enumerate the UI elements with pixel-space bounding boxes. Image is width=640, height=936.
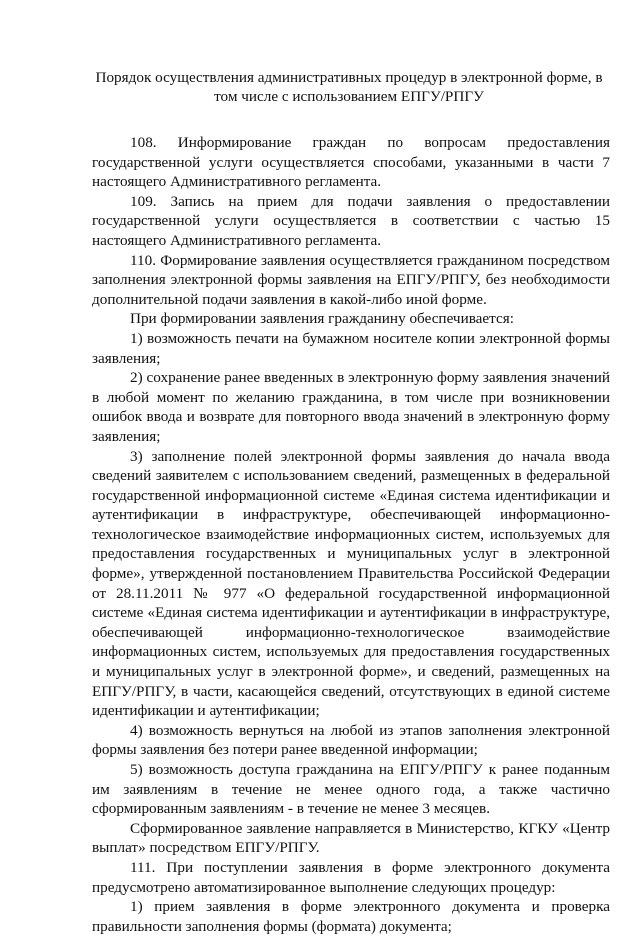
paragraph-111: 111. При поступлении заявления в форме электронного документа предусмотрено автоматизированное выполнение следующих процедур: [92, 858, 610, 896]
section-heading-line-2: том числе с использованием ЕПГУ/РПГУ [214, 88, 484, 105]
list-item-111-1: 1) прием заявления в форме электронного документа и проверка правильности заполнения формы (формата) документа; [92, 898, 610, 935]
paragraph-provisions-intro: При формировании заявления гражданину обеспечивается: [130, 310, 514, 328]
paragraph-submission: Сформированное заявление направляется в Министерство, КГКУ «Центр выплат» посредством ЕПГУ/РПГУ. [92, 819, 610, 857]
paragraph-108: 108. Информирование граждан по вопросам предоставления государственной услуги осуществляется способами, указанными в части 7 настоящего Административного регламента. [92, 134, 610, 191]
section-heading-line-1: Порядок осуществления административных процедур в электронной форме, в [95, 69, 603, 86]
list-item-1-print: 1) возможность печати на бумажном носителе копии электронной формы заявления; [92, 329, 610, 367]
list-item-4-return: 4) возможность вернуться на любой из этапов заполнения электронной формы заявления без потери ранее введенной информации; [92, 721, 610, 759]
list-item-5-access: 5) возможность доступа гражданина на ЕПГУ/РПГУ к ранее поданным им заявлениям в течение не менее одного года, а также частично сформированным заявлениям - в течение не менее 3 месяцев. [92, 761, 610, 818]
section-heading [92, 68, 606, 106]
paragraph-109: 109. Запись на прием для подачи заявления о предоставлении государственной услуги осуществляется в соответствии с частью 15 настоящего Административного регламента. [92, 192, 610, 249]
list-item-2-save: 2) сохранение ранее введенных в электронную форму заявления значений в любой момент по желанию гражданина, в том числе при возникновении ошибок ввода и возврате для повторного ввода значений в электронную форму заявления; [92, 369, 610, 445]
paragraph-110: 110. Формирование заявления осуществляется гражданином посредством заполнения электронной формы заявления на ЕПГУ/РПГУ, без необходимости дополнительной подачи заявления в какой-либо иной форме. [92, 251, 610, 308]
list-item-3-autofill: 3) заполнение полей электронной формы заявления до начала ввода сведений заявителем с использованием сведений, размещенных в федеральной государственной информационной системе «Единая система идентификации и аутентификации в инфраструктуре, обеспечивающей информационно-технологическое взаимодействие информационных систем, используемых для предоставления государственных и муниципальных услуг в электронной форме», утвержденной постановлением Правительства Российской Федерации от 28.11.2011 № 977 «О федеральной государственной информационной системе «Единая система идентификации и аутентификации в инфраструктуре, обеспечивающей информационно-технологическое взаимодействие информационных систем, используемых для предоставления государственных и муниципальных услуг в электронной форме», и сведений, размещенных на ЕПГУ/РПГУ, в части, касающейся сведений, отсутствующих в единой системе идентификации и аутентификации; [92, 447, 610, 720]
